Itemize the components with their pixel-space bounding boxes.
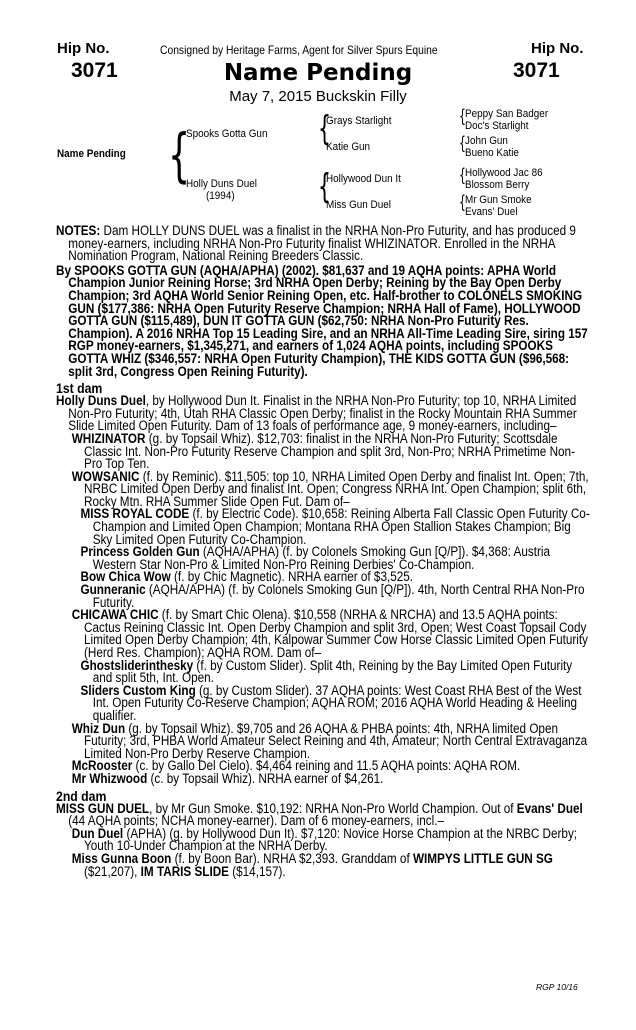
pedigree-ggp-3: John Gun <box>465 135 508 147</box>
produce-text: ($21,207), <box>84 863 141 879</box>
produce-text: (f. by Custom Slider). Split 4th, Reining by the Bay Limited Open Futurity and split 5th, Int. Open. <box>92 657 573 686</box>
produce-entry <box>63 850 590 879</box>
produce-text: (g. by Topsail Whiz). $12,703: finalist in the NRHA Non-Pro Futurity; Scottsdale Classic Int. Non-Pro Futurity Reserve Champion and split 3rd, Non-Pro; NRHA Primetime Non-Pro Top Ten. <box>84 430 575 472</box>
pedigree-dam-sire: Hollywood Dun It <box>326 173 401 185</box>
produce-name: Miss Gunna Boon <box>71 850 172 866</box>
second-dam-heading: 2nd dam <box>56 787 107 804</box>
pedigree-sire-sire: Grays Starlight <box>326 115 392 127</box>
produce-text: (f. by Smart Chic Olena). $10,558 (NRHA & NRCHA) and 13.5 AQHA points: Cactus Reining Classic Int. Open Derby Champion and split 3rd, Open; West Coast Topsail Cody Limited Open Derby Champion; 4th, Kalpowar Summer Cow Horse Classic Limited Open Futurity (Herd Res. Champion); AQHA ROM. Dam of– <box>84 607 589 660</box>
produce-entry <box>63 468 590 509</box>
horse-name-title: Name Pending <box>223 60 413 86</box>
produce-text: (g. by Custom Slider). 37 AQHA points: West Coast RHA Best of the West Int. Open Futurity Co-Reserve Champion; AQHA ROM; 2016 AQHA World Heading & Heeling qualifier. <box>92 682 582 723</box>
grand-produce-entry <box>72 584 590 609</box>
produce-text: (g. by Topsail Whiz). $9,705 and 26 AQHA & PHBA points: 4th, NRHA limited Open Futurity; 3rd, PHBA World Amateur Select Reining and 4th, Amateur; North Central Extravaganza Limited Non-Pro Derby Reserve Champion. <box>84 720 588 761</box>
notes-text: Dam HOLLY DUNS DUEL was a finalist in the NRHA Non-Pro Futurity, and has produced 9 money-earners, including NRHA Non-Pro Futurity finalist WHIZINATOR. Enrolled in the NRHA Nomination Program, National Reining Breeders Classic. <box>68 223 576 264</box>
third-dam-name: Evans' Duel <box>516 800 583 816</box>
notes-paragraph <box>56 225 590 263</box>
second-dam-name: MISS GUN DUEL <box>56 800 150 816</box>
produce-text: (APHA) (g. by Hollywood Dun It). $7,120: Novice Horse Champion at the NRBC Derby; Youth 10-Under Champion at the NRHA Derby. <box>84 825 578 854</box>
produce-entry <box>63 825 590 854</box>
produce-text: (c. by Topsail Whiz). NRHA earner of $4,261. <box>147 770 384 786</box>
produce-highlight: WIMPYS LITTLE GUN SG <box>412 850 553 866</box>
pedigree-subject: Name Pending <box>57 148 126 160</box>
produce-entry <box>63 770 590 786</box>
produce-text: (f. by Electric Code). $10,658: Reining Alberta Fall Classic Open Futurity Co-Champion and Limited Open Champion; Montana RHA Open Stallion Stakes Champion; Big Sky Limited Open Futurity Co-Champion. <box>92 506 590 547</box>
produce-name: McRooster <box>71 758 133 774</box>
hip-label-right: Hip No. <box>531 40 584 57</box>
first-dam-name: Holly Duns Duel <box>56 393 146 409</box>
pedigree-sire: Spooks Gotta Gun <box>186 128 268 140</box>
first-dam-heading: 1st dam <box>56 380 103 397</box>
pedigree-dam-year: (1994) <box>206 190 235 202</box>
pedigree-sire-dam: Katie Gun <box>326 141 371 153</box>
pedigree-dam-dam: Miss Gun Duel <box>326 199 391 211</box>
brace-main: { <box>168 121 191 189</box>
produce-entry <box>63 720 590 761</box>
produce-text: (f. by Chic Magnetic). NRHA earner of $3,525. <box>170 569 414 585</box>
produce-text: (f. by Reminic). $11,505: top 10, NRHA Limited Open Derby and finalist Int. Open; 7th, NRBC Limited Open Derby and finalist Int. Open; Congress NRHA Int. Open Champion; split 6th, Rocky Mtn. RHA Summer Slide Open Fut. Dam of– <box>84 468 589 509</box>
pedigree-ggp-7: Mr Gun Smoke <box>465 194 532 206</box>
notes-label: NOTES: <box>56 223 101 238</box>
pedigree-ggp-8: Evans' Duel <box>465 206 518 218</box>
consignor-line: Consigned by Heritage Farms, Agent for Silver Spurs Equine <box>160 43 438 57</box>
first-dam-paragraph <box>56 395 590 433</box>
produce-entry <box>63 609 590 659</box>
produce-name: Dun Duel <box>71 825 124 841</box>
grand-produce-entry <box>72 508 590 546</box>
brace-dam: { <box>318 167 331 207</box>
footer-code: RGP 10/16 <box>536 982 578 992</box>
produce-name: WOWSANIC <box>71 468 140 484</box>
produce-text: (AQHA/APHA) (f. by Colonels Smoking Gun [Q/P]). 4th, North Central RHA Non-Pro Futurity. <box>92 582 585 610</box>
produce-name: Sliders Custom King <box>80 682 196 698</box>
hip-number-left: 3071 <box>71 59 118 82</box>
pedigree-dam: Holly Duns Duel <box>186 178 257 190</box>
brace-ggp-2: { <box>459 133 466 154</box>
second-dam-text-2: (44 AQHA points; NCHA money-earner). Dam of 6 money-earners, incl.– <box>68 813 444 829</box>
produce-name: MISS ROYAL CODE <box>80 506 190 522</box>
produce-name: Princess Golden Gun <box>80 544 200 560</box>
pedigree-ggp-6: Blossom Berry <box>465 179 530 191</box>
first-dam-text: , by Hollywood Dun It. Finalist in the NRHA Non-Pro Futurity; top 10, NRHA Limited Non-Pro Futurity; 4th, Utah RHA Classic Open Derby; finalist in the Rocky Mountain RHA Summer Slide Limited Open Futurity. Dam of 13 foals of performance age, 9 money-earners, including– <box>68 393 577 434</box>
produce-text: ($14,157). <box>228 863 286 879</box>
produce-name: Gunneranic <box>80 582 146 598</box>
produce-text: (c. by Gallo Del Cielo). $4,464 reining and 11.5 AQHA points: AQHA ROM. <box>132 758 521 774</box>
produce-name: Whiz Dun <box>71 720 126 736</box>
produce-text: (f. by Boon Bar). NRHA $2,393. Granddam of <box>171 850 413 866</box>
hip-label-left: Hip No. <box>57 40 110 57</box>
produce-name: Mr Whizwood <box>71 770 148 786</box>
foal-info: May 7, 2015 Buckskin Filly <box>229 88 407 105</box>
pedigree-ggp-1: Peppy San Badger <box>465 108 549 120</box>
brace-ggp-4: { <box>459 192 466 213</box>
produce-name: Ghostsliderinthesky <box>80 657 194 673</box>
catalog-body <box>56 225 590 878</box>
produce-highlight: IM TARIS SLIDE <box>140 863 229 879</box>
brace-ggp-1: { <box>459 106 466 127</box>
grand-produce-entry <box>72 682 590 723</box>
pedigree-ggp-4: Bueno Katie <box>465 147 519 159</box>
pedigree-ggp-2: Doc's Starlight <box>465 120 529 132</box>
produce-name: CHICAWA CHIC <box>71 607 159 623</box>
second-dam-text: , by Mr Gun Smoke. $10,192: NRHA Non-Pro World Champion. Out of <box>149 800 517 816</box>
hip-number-right: 3071 <box>513 59 560 82</box>
produce-entry <box>63 430 590 472</box>
brace-ggp-3: { <box>459 165 466 186</box>
second-dam-paragraph <box>56 800 590 829</box>
produce-text: (AQHA/APHA) (f. by Colonels Smoking Gun [Q/P]). $4,368: Austria Western Star Non-Pro & Limited Non-Pro Reining Derbies' Co-Champion. <box>92 544 551 572</box>
grand-produce-entry <box>72 546 590 571</box>
grand-produce-entry <box>72 657 590 686</box>
pedigree-ggp-5: Hollywood Jac 86 <box>465 167 543 179</box>
brace-sire: { <box>318 109 331 149</box>
produce-name: WHIZINATOR <box>71 430 146 446</box>
produce-name: Bow Chica Wow <box>80 569 171 585</box>
sire-paragraph: By SPOOKS GOTTA GUN (AQHA/APHA) (2002). $81,637 and 19 AQHA points: APHA World Champion Junior Reining Horse; 3rd NRHA Open Derby; Reining by the Bay Open Derby Champion; 3rd AQHA World Senior Reining Open, etc. Half-brother to COLONELS SMOKING GUN ($177,386: NRHA Open Futurity Reserve Champion; NRHA Hall of Fame), HOLLYWOOD GOTTA GUN ($115,489), DUN IT GOTTA GUN ($62,750: NRHA Non-Pro Futurity Res. Champion). A 2016 NRHA Top 15 Leading Sire, and an NRHA All-Time Leading Sire, siring 157 RGP money-earners, $1,345,271, and earners of 1,024 AQHA points, including SPOOKS GOTTA WHIZ ($346,557: NRHA Open Futurity Champion), THE KIDS GOTTA GUN ($96,568: split 3rd, Congress Open Reining Futurity). <box>56 262 588 379</box>
